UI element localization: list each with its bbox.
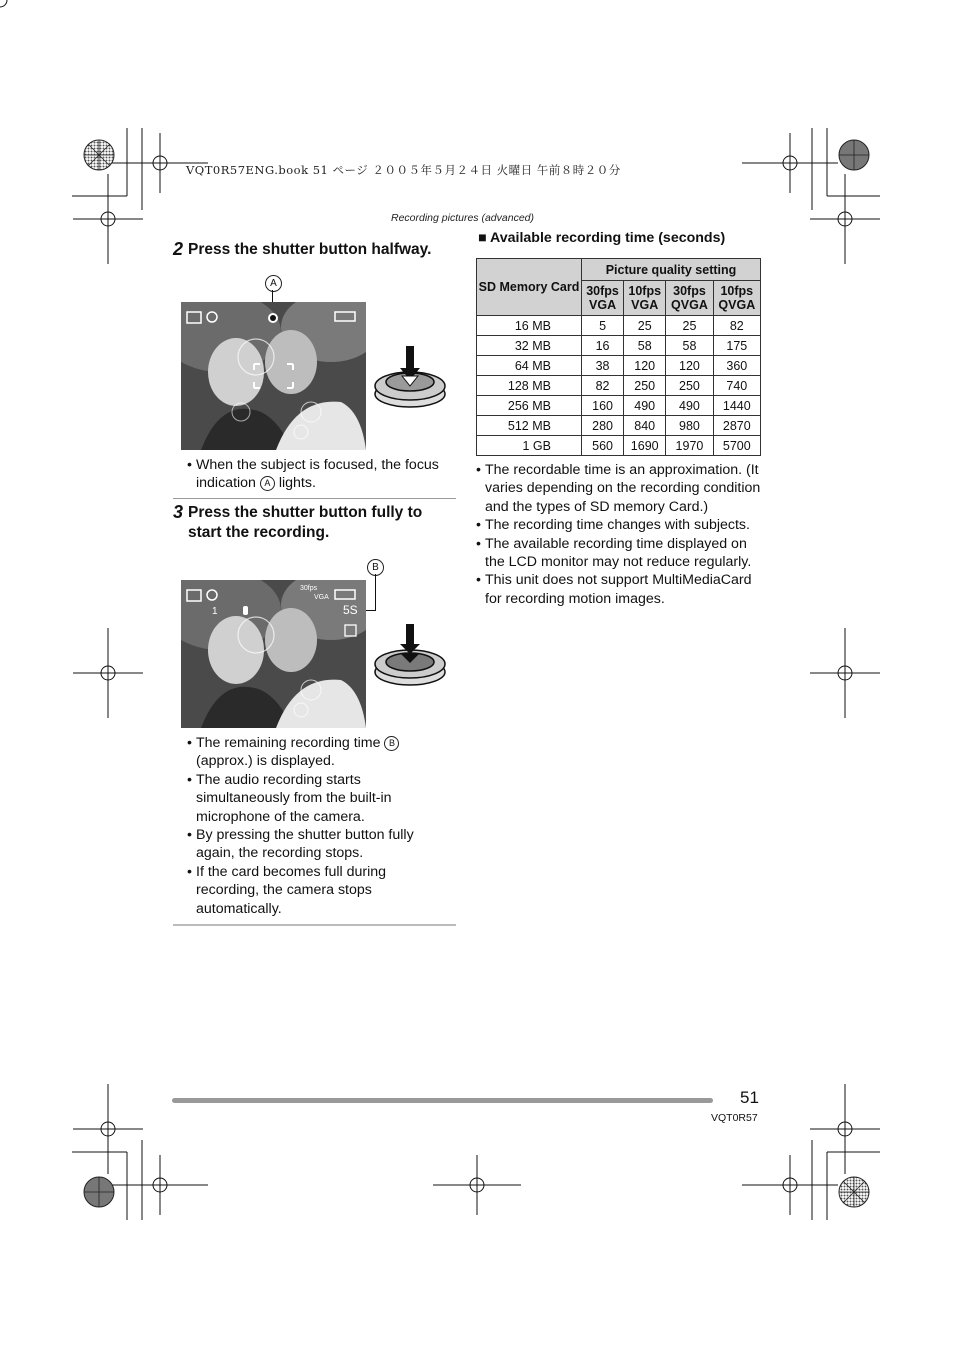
list-item: • When the subject is focused, the focus indication A lights. — [187, 456, 457, 493]
lcd-preview-focus — [181, 302, 366, 450]
cell-card-capacity: 32 MB — [477, 336, 582, 356]
col-header: 30fps QVGA — [666, 281, 713, 316]
table-row — [477, 316, 761, 336]
col-header-card: SD Memory Card — [477, 259, 582, 316]
list-item: • The available recording time displayed on the LCD monitor may not reduce regularly. — [476, 535, 766, 572]
col-header: 10fps QVGA — [713, 281, 760, 316]
cell-recording-time: 280 — [582, 416, 624, 436]
cell-card-capacity: 16 MB — [477, 316, 582, 336]
table-title: Available recording time (seconds) — [490, 230, 726, 246]
lcd-remaining-time: 5S — [343, 603, 358, 617]
step2-number: 2 — [173, 239, 184, 259]
cell-recording-time: 5700 — [713, 436, 760, 456]
table-body — [477, 316, 761, 456]
cell-recording-time: 16 — [582, 336, 624, 356]
step3-title: Press the shutter button fully to start the recording. — [188, 504, 423, 541]
lcd-stabilizer-mode: 1 — [212, 606, 218, 617]
section-divider — [173, 498, 456, 499]
cell-card-capacity: 512 MB — [477, 416, 582, 436]
cell-recording-time: 120 — [624, 356, 666, 376]
footer-bar — [172, 1098, 713, 1103]
square-bullet-icon: ■ — [478, 230, 487, 246]
printer-info-line: VQT0R57ENG.book 51 ページ ２００５年５月２４日 火曜日 午前８時２０分 — [186, 163, 621, 177]
cell-recording-time: 25 — [624, 316, 666, 336]
table-row — [477, 396, 761, 416]
list-item: • The recordable time is an approximation. (It varies depending on the recording condition and the types of SD memory Card.) — [476, 461, 766, 516]
cell-recording-time: 25 — [666, 316, 713, 336]
cell-recording-time: 560 — [582, 436, 624, 456]
list-item: • If the card becomes full during recording, the camera stops automatically. — [187, 863, 437, 918]
cell-card-capacity: 256 MB — [477, 396, 582, 416]
model-code: VQT0R57 — [711, 1112, 758, 1124]
shutter-button-half-press — [372, 342, 452, 410]
step3-heading — [173, 503, 458, 545]
photo-illustration — [181, 302, 366, 450]
list-item: • This unit does not support MultiMediaCard for recording motion images. — [476, 571, 766, 608]
list-item: • The recording time changes with subjects. — [476, 516, 766, 534]
cell-recording-time: 840 — [624, 416, 666, 436]
cell-recording-time: 250 — [666, 376, 713, 396]
cell-recording-time: 490 — [624, 396, 666, 416]
cell-recording-time: 5 — [582, 316, 624, 336]
table-row — [477, 356, 761, 376]
lcd-size-label: VGA — [314, 594, 329, 601]
cell-recording-time: 360 — [713, 356, 760, 376]
recording-time-table — [476, 258, 761, 456]
cell-recording-time: 980 — [666, 416, 713, 436]
cell-card-capacity: 64 MB — [477, 356, 582, 376]
callout-b-marker: B — [367, 559, 384, 576]
section-end-rule — [173, 924, 456, 926]
cell-recording-time: 175 — [713, 336, 760, 356]
table-notes — [476, 461, 766, 608]
table-heading — [478, 230, 725, 246]
running-head: Recording pictures (advanced) — [391, 212, 534, 224]
callout-a — [265, 274, 282, 292]
cell-recording-time: 160 — [582, 396, 624, 416]
cell-recording-time: 1690 — [624, 436, 666, 456]
table-row — [477, 376, 761, 396]
step2-heading — [173, 240, 458, 262]
cell-recording-time: 120 — [666, 356, 713, 376]
cell-recording-time: 740 — [713, 376, 760, 396]
table-row — [477, 416, 761, 436]
shutter-button-full-press — [372, 620, 452, 688]
cell-card-capacity: 1 GB — [477, 436, 582, 456]
lcd-recording — [181, 580, 366, 728]
callout-b-inline: B — [384, 736, 399, 751]
photo-illustration — [181, 580, 366, 728]
cell-recording-time: 2870 — [713, 416, 760, 436]
cell-recording-time: 82 — [713, 316, 760, 336]
cell-recording-time: 250 — [624, 376, 666, 396]
cell-recording-time: 58 — [624, 336, 666, 356]
cell-card-capacity: 128 MB — [477, 376, 582, 396]
table-row — [477, 436, 761, 456]
step2-title: Press the shutter button halfway. — [188, 241, 432, 258]
cell-recording-time: 38 — [582, 356, 624, 376]
lcd-fps-label: 30fps — [300, 585, 318, 592]
col-header: 30fps VGA — [582, 281, 624, 316]
cell-recording-time: 490 — [666, 396, 713, 416]
callout-a-inline: A — [260, 476, 275, 491]
cell-recording-time: 82 — [582, 376, 624, 396]
step3-bullets — [187, 734, 437, 918]
callout-b-line — [375, 574, 376, 610]
callout-a-marker: A — [265, 275, 282, 292]
list-item: • By pressing the shutter button fully again, the recording stops. — [187, 826, 437, 863]
cell-recording-time: 58 — [666, 336, 713, 356]
page-number: 51 — [740, 1088, 759, 1107]
step3-number: 3 — [173, 502, 184, 522]
table-row — [477, 336, 761, 356]
list-item: • The remaining recording time B (approx.) is displayed. — [187, 734, 437, 771]
col-header: 10fps VGA — [624, 281, 666, 316]
col-group-header: Picture quality setting — [582, 259, 761, 281]
cell-recording-time: 1440 — [713, 396, 760, 416]
cell-recording-time: 1970 — [666, 436, 713, 456]
list-item: • The audio recording starts simultaneously from the built-in microphone of the camera. — [187, 771, 437, 826]
step2-bullets — [187, 456, 457, 493]
